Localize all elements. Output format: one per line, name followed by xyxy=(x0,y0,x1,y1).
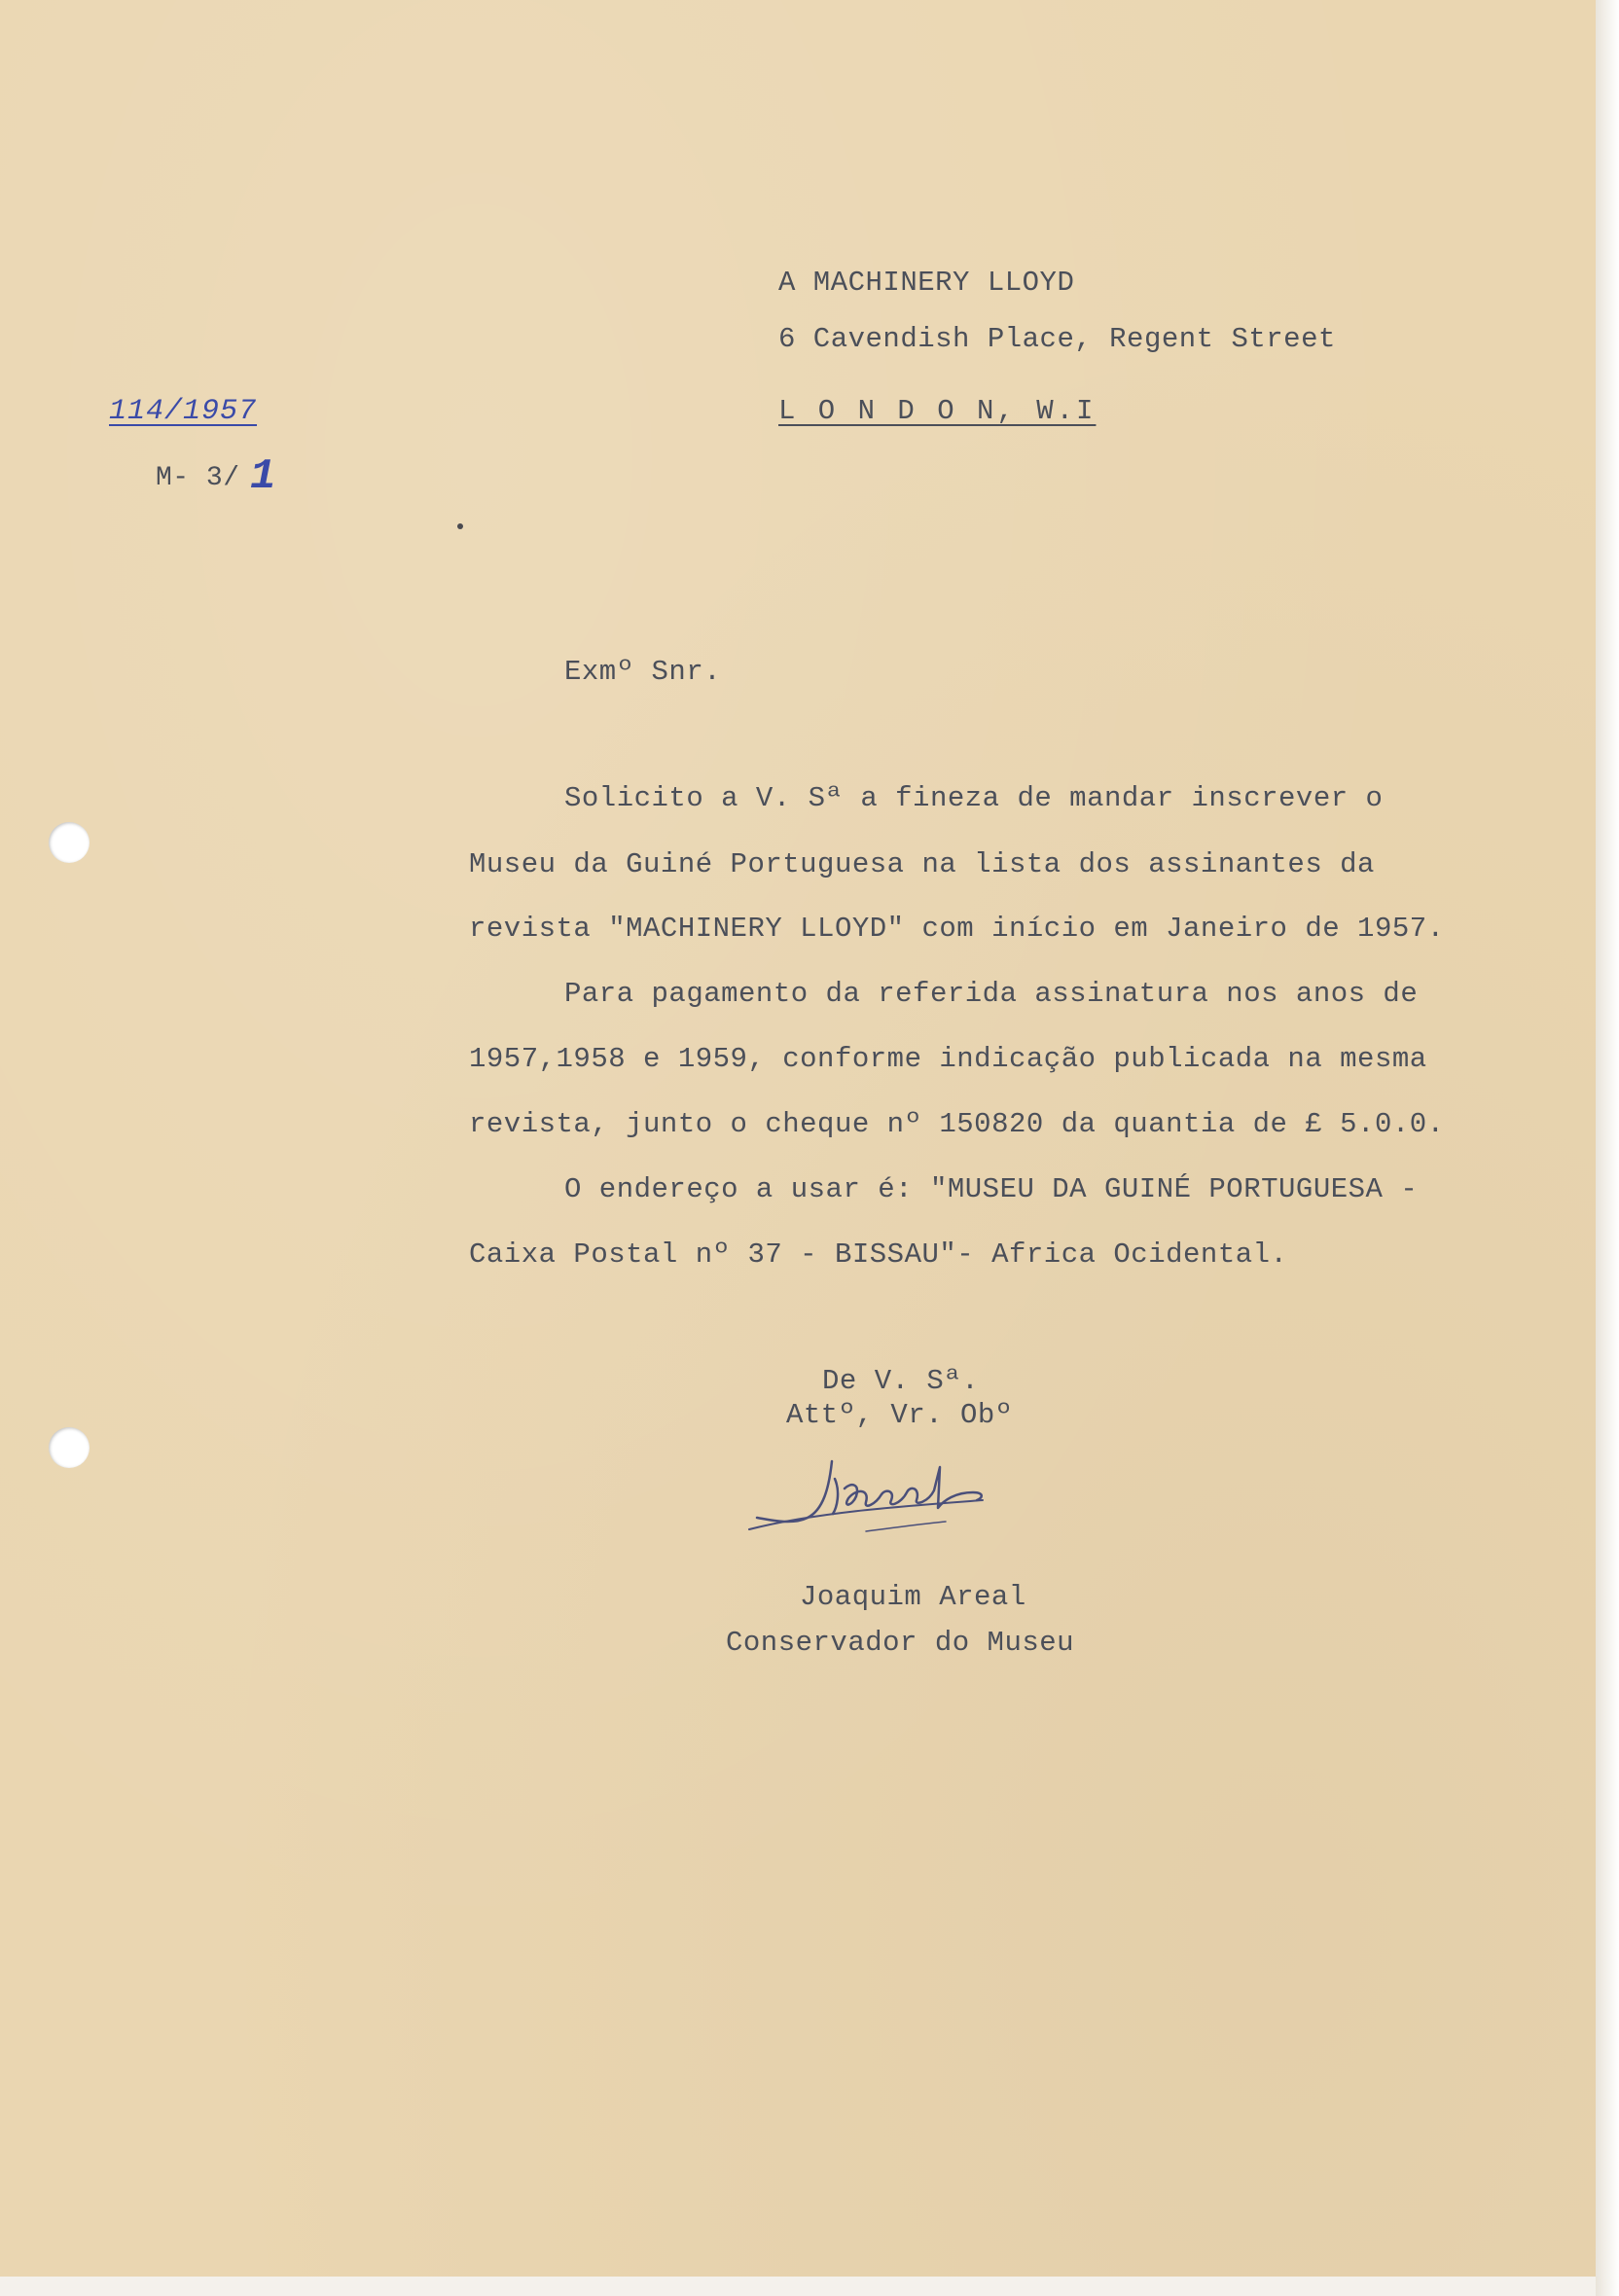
body-line-8: Caixa Postal nº 37 - BISSAU"- Africa Ocidental. xyxy=(469,1238,1288,1271)
signatory-title: Conservador do Museu xyxy=(726,1627,1075,1659)
body-line-6: revista, junto o cheque nº 150820 da quantia de £ 5.0.0. xyxy=(469,1108,1445,1140)
reference-handwritten-number: 114/1957 xyxy=(109,395,258,428)
body-line-7: O endereço a usar é: "MUSEU DA GUINÉ PORTUGUESA - xyxy=(564,1173,1419,1205)
scan-edge-bottom xyxy=(0,2277,1596,2296)
reference-handwritten-suffix: 1 xyxy=(250,452,276,501)
salutation: Exmº Snr. xyxy=(564,656,722,688)
signatory-name: Joaquim Areal xyxy=(800,1581,1026,1613)
punch-hole-top xyxy=(49,822,90,863)
body-line-1: Solicito a V. Sª a fineza de mandar inscrever o xyxy=(564,782,1384,814)
body-line-3: revista "MACHINERY LLOYD" com início em Janeiro de 1957. xyxy=(469,913,1445,945)
scan-edge-right xyxy=(1596,0,1619,2296)
body-line-5: 1957,1958 e 1959, conforme indicação publicada na mesma xyxy=(469,1043,1427,1075)
handwritten-signature xyxy=(739,1450,1070,1566)
body-line-2: Museu da Guiné Portuguesa na lista dos assinantes da xyxy=(469,848,1375,880)
addressee-line-3: L O N D O N, W.I xyxy=(778,395,1097,427)
addressee-line-2: 6 Cavendish Place, Regent Street xyxy=(778,323,1336,355)
reference-typed-code: M- 3/ xyxy=(156,463,240,493)
closing-line-2: Attº, Vr. Obº xyxy=(786,1399,1013,1431)
addressee-line-1: A MACHINERY LLOYD xyxy=(778,267,1075,299)
closing-line-1: De V. Sª. xyxy=(822,1365,980,1397)
punch-hole-bottom xyxy=(49,1427,90,1468)
body-line-4: Para pagamento da referida assinatura nos anos de xyxy=(564,978,1419,1010)
ink-speck xyxy=(457,523,463,529)
